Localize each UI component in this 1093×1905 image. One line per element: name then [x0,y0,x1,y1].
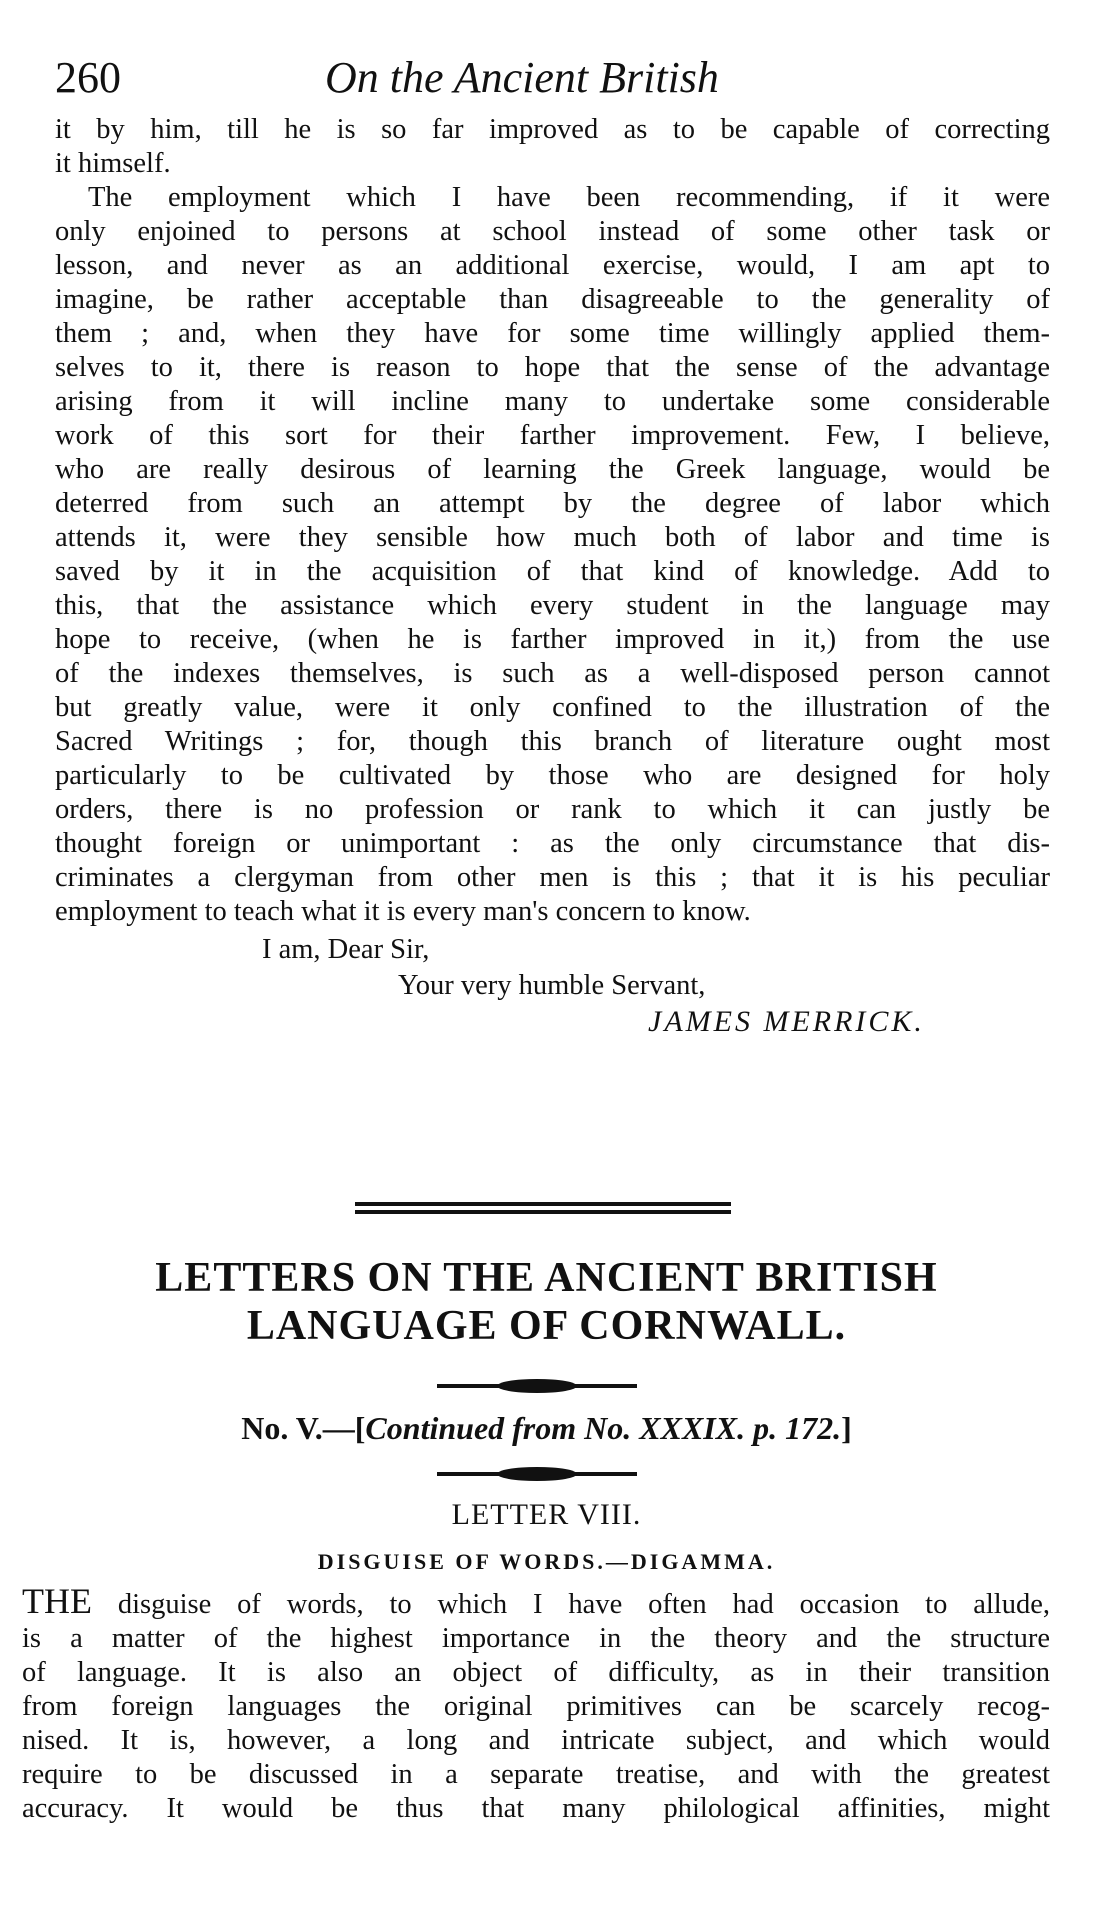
section-title-line-2: LANGUAGE OF CORNWALL. [246,1303,847,1349]
body-line: deterred from such an attempt by the degree of labor which [55,488,1050,519]
body-line: selves to it, there is reason to hope that the sense of the advantage [55,352,1050,383]
body-line: of language. It is also an object of difficulty, as in their transition [22,1657,1050,1688]
closing-salutation: I am, Dear Sir, [262,934,430,965]
body-line: nised. It is, however, a long and intricate subject, and which would [22,1725,1050,1756]
closing-valediction: Your very humble Servant, [398,970,706,1001]
body-line: imagine, be rather acceptable than disagreeable to the generality of [55,284,1050,315]
double-rule-divider [355,1202,731,1214]
signature: JAMES MERRICK. [648,1005,925,1038]
letter-subject: DISGUISE OF WORDS.—DIGAMMA. [317,1549,776,1574]
body-line: of the indexes themselves, is such as a well-disposed person cannot [55,658,1050,689]
body-line: work of this sort for their farther improvement. Few, I believe, [55,420,1050,451]
body-line: this, that the assistance which every student in the language may [55,590,1050,621]
body-line: it by him, till he is so far improved as to be capable of correcting [55,114,1050,145]
running-head: On the Ancient British [325,53,719,102]
continuation-prefix: No. V.—[ [241,1410,366,1446]
body-line: require to be discussed in a separate treatise, and with the greatest [22,1759,1050,1790]
body-line: employment to teach what it is every man's concern to know. [55,896,751,927]
page-number: 260 [55,53,121,102]
body-line: criminates a clergyman from other men is this ; that it is his peculiar [55,862,1050,893]
body-line: orders, there is no profession or rank to which it can justly be [55,794,1050,825]
body-line: only enjoined to persons at school instead of some other task or [55,216,1050,247]
body-line: hope to receive, (when he is farther improved in it,) from the use [55,624,1050,655]
body-line: The employment which I have been recommending, if it were [88,182,1050,213]
continuation-note [0,1408,1093,1448]
ornamental-rule-top [437,1378,637,1394]
body-line: it himself. [55,148,171,179]
first-word: THE [22,1581,92,1621]
letter-heading: LETTER VIII. [451,1498,642,1531]
body-line: thought foreign or unimportant : as the only circumstance that dis- [55,828,1050,859]
continuation-reference: Continued from No. XXXIX. p. 172. [365,1410,842,1446]
body-line: is a matter of the highest importance in the theory and the structure [22,1623,1050,1654]
body-line: particularly to be cultivated by those who are designed for holy [55,760,1050,791]
body-line-text: disguise of words, to which I have often had occasion to allude, [91,1589,1050,1620]
body-line: but greatly value, were it only confined to the illustration of the [55,692,1050,723]
body-line: from foreign languages the original primitives can be scarcely recog- [22,1691,1050,1722]
body-line [22,1583,1050,1623]
page-header [55,48,1050,108]
ornamental-rule-bottom [437,1466,637,1482]
body-line: arising from it will incline many to undertake some considerable [55,386,1050,417]
continuation-suffix: ] [841,1410,852,1446]
body-line: attends it, were they sensible how much both of labor and time is [55,522,1050,553]
body-line: saved by it in the acquisition of that kind of knowledge. Add to [55,556,1050,587]
body-line: who are really desirous of learning the Greek language, would be [55,454,1050,485]
body-line: accuracy. It would be thus that many philological affinities, might [22,1793,1050,1824]
body-line: Sacred Writings ; for, though this branch of literature ought most [55,726,1050,757]
section-title-line-1: LETTERS ON THE ANCIENT BRITISH [155,1255,938,1301]
body-line: them ; and, when they have for some time willingly applied them- [55,318,1050,349]
body-line: lesson, and never as an additional exercise, would, I am apt to [55,250,1050,281]
